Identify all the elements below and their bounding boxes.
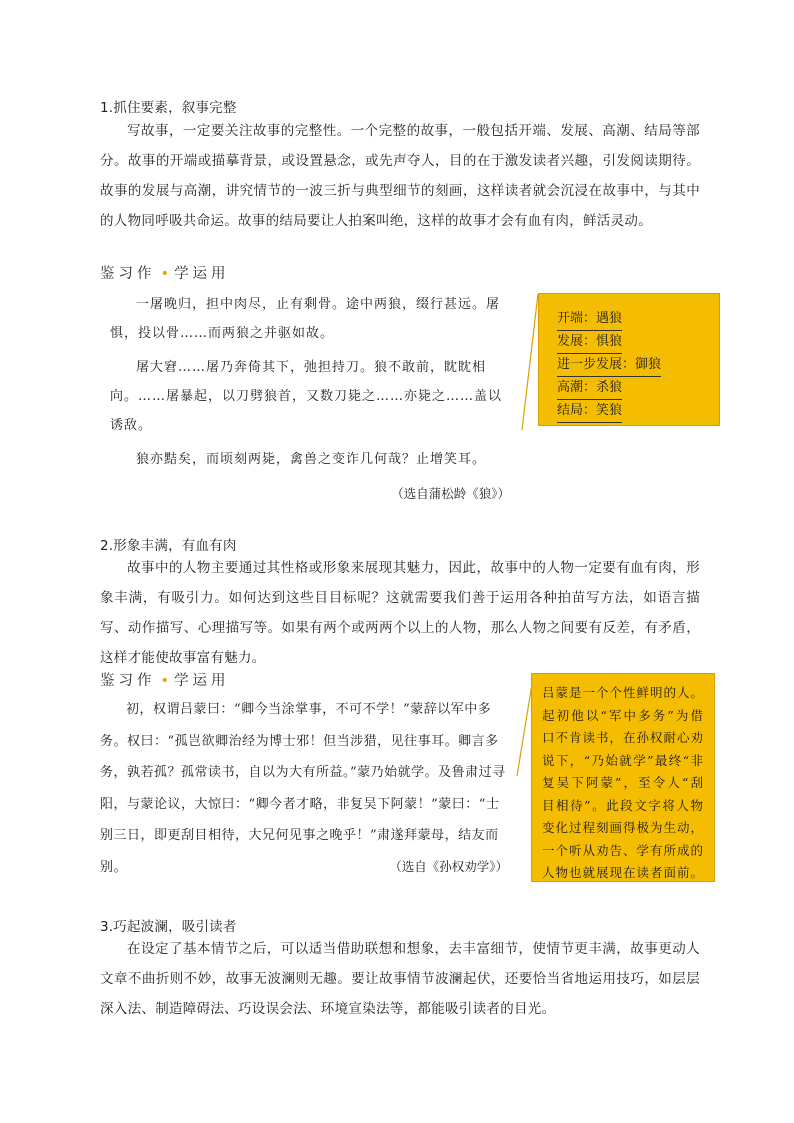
note-box-1 xyxy=(538,293,720,426)
section-body-3 xyxy=(100,934,700,1024)
excerpt-wolf xyxy=(110,290,510,474)
section-paragraph-2: 故事中的人物主要通过其性格或形象来展现其魅力，因此，故事中的人物一定要有血有肉，形象丰满，有吸引力。如何达到这些目目标呢？这就需要我们善于运用各种拍苗写方法，如语言描写、动作描写、心理描写等。如果有两个或两两个以上的人物，那么人物之间要有反差，有矛盾，这样才能使故事富有魅力。 xyxy=(100,560,700,666)
connector-line-1 xyxy=(510,290,540,450)
excerpt-paragraph: 一屠晚归，担中肉尽，止有剩骨。途中两狼，缀行甚远。屠惧，投以骨……而两狼之并驱如故。 xyxy=(110,297,501,341)
note-box-2 xyxy=(531,673,715,882)
note-item: 开端：遇狼 xyxy=(557,308,622,331)
note-item: 高潮：杀狼 xyxy=(557,377,622,400)
label-left: 鉴习作 xyxy=(100,673,156,689)
note-item: 进一步发展：御狼 xyxy=(557,354,661,377)
section-label-1 xyxy=(100,262,230,283)
section-label-2 xyxy=(100,669,230,690)
label-right: 学运用 xyxy=(174,266,230,282)
excerpt-source-1: （选自蒲松龄《狼》） xyxy=(391,486,510,501)
label-dot-icon: • xyxy=(160,266,170,282)
section-body-1 xyxy=(100,116,700,236)
excerpt-source-2: （选自《孙权劝学》） xyxy=(389,859,508,874)
section-heading-1: 1.抓住要素，叙事完整 xyxy=(100,100,237,116)
excerpt-paragraph: 狼亦黠矣，而顷刻两毙，禽兽之变诈几何哉？止增笑耳。 xyxy=(136,452,487,467)
excerpt-paragraph: 初，权谓吕蒙曰：“卿今当涂掌事，不可不学！”蒙辞以军中多务。权曰：“孤岂欲卿治经为博士邪！但当涉猎，见往事耳。卿言多务，孰若孤？孤常读书，自以为大有所益。”蒙乃始就学。及鲁肃过寻阳，与蒙论议，大惊曰：“卿今者才略，非复吴下阿蒙！”蒙曰：“士别三日，即更刮目相待，大兄何见事之晚乎！”肃遂拜蒙母，结友而别。 xyxy=(100,702,506,875)
section-paragraph-1: 写故事，一定要关注故事的完整性。一个完整的故事，一般包括开端、发展、高潮、结局等部分。故事的开端或描摹背景，或设置悬念，或先声夺人，目的在于激发读者兴趣，引发阅读期待。故事的发展与高潮，讲究情节的一波三折与典型细节的刻画，这样读者就会沉浸在故事中，与其中的人物同呼吸共命运。故事的结局要让人拍案叫绝，这样的故事才会有血有肉，鲜活灵动。 xyxy=(100,123,700,229)
label-right: 学运用 xyxy=(174,673,230,689)
label-left: 鉴习作 xyxy=(100,266,156,282)
note-item: 结局：笑狼 xyxy=(557,400,622,423)
note-item: 发展：惧狼 xyxy=(557,331,622,354)
section-body-2 xyxy=(100,553,700,673)
excerpt-quanxue xyxy=(100,694,512,883)
label-dot-icon: • xyxy=(160,673,170,689)
excerpt-paragraph: 屠大窘……屠乃奔倚其下，弛担持刀。狼不敢前，眈眈相向。……屠暴起，以刀劈狼首，又数刀毙之……亦毙之……盖以诱敌。 xyxy=(110,360,503,433)
section-paragraph-3: 在设定了基本情节之后，可以适当借助联想和想象，去丰富细节，使情节更丰满，故事更动人文章不曲折则不妙，故事无波澜则无趣。要让故事情节波澜起伏，还要恰当省地运用技巧，如层层深入法、制造障碍法、巧设误会法、环境宣染法等，都能吸引读者的目光。 xyxy=(100,941,700,1017)
section-heading-3: 3.巧起波澜，吸引读者 xyxy=(100,919,237,935)
note-text: 吕蒙是一个个性鲜明的人。起初他以“军中多务”为借口不肯读书，在孙权耐心劝说下，“乃始就学”最终“非复吴下阿蒙”，至令人“刮目相待”。此段文字将人物变化过程刻画得极为生动，一个听从劝告、学有所成的人物也就展现在读者面前。 xyxy=(542,685,705,880)
section-heading-2: 2.形象丰满，有血有肉 xyxy=(100,538,237,554)
